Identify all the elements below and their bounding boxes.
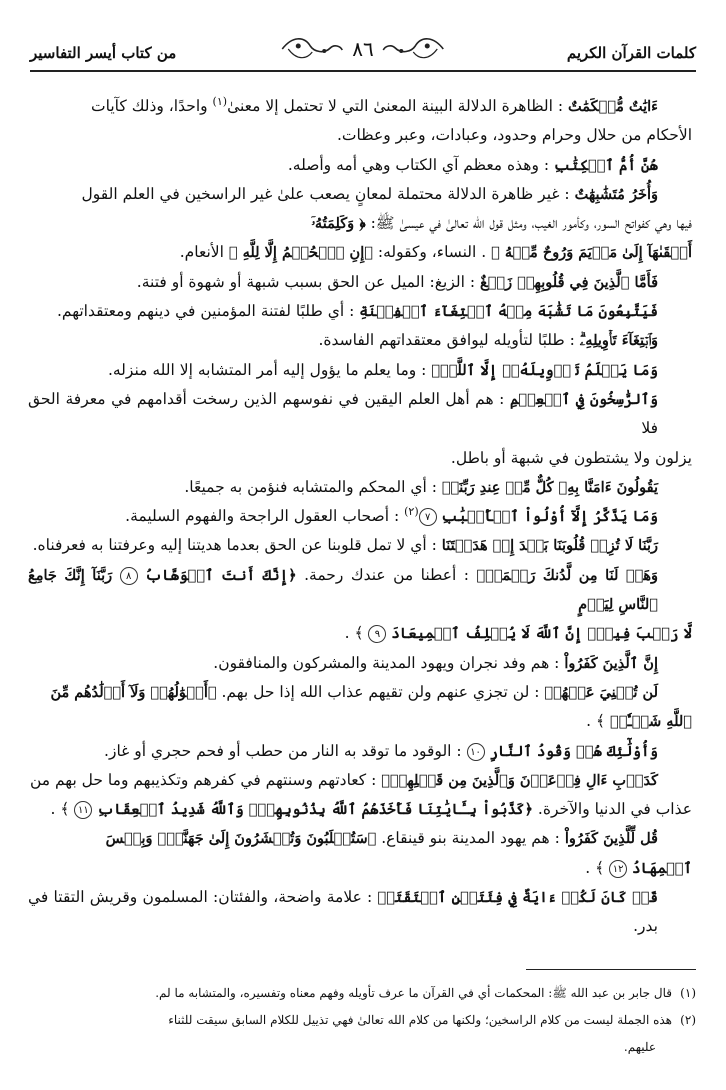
explanation: : وما يعلم ما يؤول إليه أمر المتشابه إلا الله منزله. — [107, 360, 432, 379]
text-line — [28, 268, 692, 297]
quran-term: وَٱبۡتِغَآءَ تَأۡوِيلِهِۦۗ — [579, 332, 658, 350]
quran-term: وَهَبۡ لَنَا مِن لَّدُنكَ رَحۡمَةًۚ — [476, 566, 658, 584]
text-line — [28, 824, 692, 853]
ayah-number: ١٠ — [467, 743, 485, 761]
footnote-continuation — [30, 1034, 696, 1061]
explanation: يزلون ولا يشتطون في شبهة أو باطل. — [450, 448, 692, 467]
ayah-number: ٧ — [419, 508, 437, 526]
explanation: : طلبًا لتأويله ليوافق معتقداتهم الفاسدة. — [318, 331, 580, 350]
footnote-ref: (٢) — [404, 505, 419, 518]
text-line — [28, 151, 692, 180]
quran-term: وَمَا يَعۡلَمُ تَأۡوِيلَهُۥٓ إِلَّا ٱللَّهُۗ — [431, 361, 658, 379]
ayah-number: ٨ — [120, 567, 138, 585]
quran-quote: ﴿إِنِ ٱلۡحُكۡمُ إِلَّا لِلَّهِ ﴾ — [228, 244, 373, 262]
explanation: الأحكام من حلال وحرام وحدود، وعبادات، وعبر وعظات. — [337, 126, 692, 145]
explanation: : أي طلبًا لفتنة المؤمنين في دينهم ومعتقداتهم. — [56, 302, 360, 321]
explanation: . النساء، وكقوله: — [372, 243, 492, 262]
text-line — [28, 883, 692, 942]
footnote-text: قال جابر بن عبد الله ﷺ: المحكمات أي في القرآن ما عرف تأويله وفهم معناه وتفسيره، والمتشابه ما لم. — [155, 986, 672, 1000]
explanation: : علامة واضحة، والفئتان: المسلمون وقريش التقتا في بدر. — [28, 888, 658, 936]
explanation: : الوقود ما توقد به النار من حطب أو فحم حجري أو غاز. — [104, 741, 467, 760]
text-line — [28, 795, 692, 824]
quran-term: فَأَمَّا ٱلَّذِينَ فِي قُلُوبِهِمۡ زَيۡغٌ — [479, 273, 658, 291]
text-line — [28, 502, 692, 531]
ornament-right-icon — [382, 34, 446, 64]
text-line — [28, 121, 692, 150]
quran-term: فَيَتَّبِعُونَ مَا تَشَٰبَهَ مِنۡهُ ٱبۡتِغَآءَ ٱلۡفِتۡنَةِ — [359, 303, 658, 321]
text-line — [28, 561, 692, 620]
quran-term: وَمَا يَذَّكَّرُ إِلَّآ أُوْلُواْ ٱلۡأَلۡبَٰبِ — [441, 508, 658, 526]
quran-term: وَٱلرَّٰسِخُونَ فِي ٱلۡعِلۡمِ — [509, 390, 658, 408]
header-divider — [30, 70, 696, 72]
text-line — [28, 326, 692, 355]
text-line — [28, 619, 692, 648]
text-line — [28, 180, 692, 209]
explanation: : أصحاب العقول الراجحة والفهوم السليمة. — [125, 507, 405, 526]
quran-term: قَدۡ كَانَ لَكُمۡ ءَايَةٌ فِي فِئَتَيۡنِ ٱلۡتَقَتَاۖ — [377, 889, 659, 907]
text-line — [28, 385, 692, 444]
text-line — [28, 854, 692, 883]
explanation: : هم وفد نجران ويهود المدينة والمشركون والمنافقون. — [213, 653, 565, 672]
text-line — [28, 92, 692, 121]
explanation: : لن تجزي عنهم ولن تقيهم عذاب الله إذا حل بهم. — [216, 682, 545, 701]
explanation: ﴾ . — [585, 858, 610, 877]
text-line — [28, 238, 692, 267]
quran-quote: ٱلۡمِهَادُ — [632, 859, 692, 877]
text-line — [28, 473, 692, 502]
footnote-text: عليهم. — [623, 1040, 656, 1054]
text-line — [28, 356, 692, 385]
book-title: كلمات القرآن الكريم — [566, 44, 696, 62]
quran-quote: ﴿كَذَّبُواْ بِـَٔايَٰتِنَا فَأَخَذَهُمُ ٱللَّهُ بِذُنُوبِهِمۡۗ وَٱللَّهُ شَدِيدُ ٱلۡعِقَابِ — [97, 801, 533, 819]
footnote-ref: (١) — [212, 94, 228, 108]
page-number-block — [280, 34, 445, 64]
footnotes — [30, 980, 696, 1061]
explanation: : الظاهرة الدلالة البينة المعنىٰ التي لا تحتمل إلا معنىٰ — [227, 97, 569, 115]
explanation: : أي المحكم والمتشابه فنؤمن به جميعًا. — [184, 477, 442, 496]
footnote — [30, 1007, 696, 1034]
explanation: : أي لا تمل قلوبنا عن الحق بعدما هديتنا إليه وعرفتنا به فعرفناه. — [32, 536, 442, 555]
footnote — [30, 980, 696, 1007]
explanation: : الزيغ: الميل عن الحق بسبب شبهة أو شهوة أو فتنة. — [136, 272, 480, 291]
text-line — [28, 209, 692, 238]
explanation: : هم أهل العلم اليقين في نفوسهم الذين رسخت أقدامهم في معرفة الحق فلا — [28, 389, 658, 438]
text-line — [28, 678, 692, 707]
quran-term: لَن تُغۡنِيَ عَنۡهُمۡ — [544, 683, 658, 701]
quran-quote: ﴿ وَكَلِمَتُهُۥٓ — [311, 215, 366, 233]
quran-quote: ﴿إِنَّكَ أَنتَ ٱلۡوَهَّابُ — [145, 566, 297, 584]
quran-term: وَأُوْلَٰٓئِكَ هُمۡ وَقُودُ ٱلنَّارِ — [489, 742, 658, 760]
explanation: : غير ظاهرة الدلالة محتملة لمعانٍ يصعب علىٰ غير الراسخين في العلم القول — [81, 184, 575, 203]
text-line — [28, 444, 692, 473]
explanation: : كعادتهم وسنتهم في كفرهم وتكذيبهم وما حل بهم من — [29, 770, 382, 789]
quran-term: وَأُخَرُ مُتَشَٰبِهَٰتٌ — [574, 185, 658, 203]
page-header — [30, 34, 696, 74]
explanation: ﴾ . — [344, 624, 369, 643]
explanation: فيها وهي كفواتح السور، وكأمور الغيب، ومثل قول الله تعالىٰ في عيسىٰ ﷺ: — [365, 214, 692, 233]
explanation: : وهذه معظم آي الكتاب وهي أمه وأصله. — [287, 155, 555, 174]
quran-quote: ﴿سَتُغۡلَبُونَ وَتُحۡشَرُونَ إِلَىٰ جَهَنَّمَۖ وَبِئۡسَ — [105, 830, 377, 848]
text-line — [28, 737, 692, 766]
quran-quote: رَبَّنَآ إِنَّكَ جَامِعُ ٱلنَّاسِ لِيَوۡمٍ — [28, 566, 658, 614]
quran-quote: لَّا رَيۡبَ فِيهِۚ إِنَّ ٱللَّهَ لَا يُخۡلِفُ ٱلۡمِيعَادَ — [391, 625, 692, 643]
ornament-left-icon — [280, 34, 344, 64]
ayah-number: ٩ — [368, 625, 386, 643]
ayah-number: ١١ — [74, 801, 92, 819]
quran-term: ءَايَٰتٌ مُّحۡكَمَٰتٌ — [568, 98, 658, 115]
text-line — [28, 707, 692, 736]
explanation: ﴾ . — [50, 800, 75, 819]
explanation: : هم يهود المدينة بنو قينقاع. — [376, 829, 565, 848]
quran-quote: ﴿أَمۡوَٰلُهُمۡ وَلَآ أَوۡلَٰدُهُم مِّنَ — [50, 683, 217, 701]
text-line — [28, 766, 692, 795]
footnote-divider — [526, 969, 696, 970]
quran-term: إِنَّ ٱلَّذِينَ كَفَرُواْ — [564, 654, 658, 672]
text-line — [28, 531, 692, 560]
footnote-text: هذه الجملة ليست من كلام الراسخين؛ ولكنها من كلام الله تعالىٰ فهي تذييل للكلام السابق سيقت للثناء — [168, 1013, 672, 1027]
quran-term: يَقُولُونَ ءَامَنَّا بِهِۦ كُلٌّ مِّنۡ عِندِ رَبِّنَاۗ — [441, 478, 658, 496]
quran-term: هُنَّ أُمُّ ٱلۡكِتَٰبِ — [554, 156, 658, 174]
quran-term: كَدَأۡبِ ءَالِ فِرۡعَوۡنَ وَٱلَّذِينَ مِن قَبۡلِهِمۡۚ — [381, 771, 658, 789]
explanation: ﴾ . — [586, 712, 611, 731]
text-line — [28, 649, 692, 678]
page-number: ٨٦ — [352, 37, 374, 61]
explanation: واحدًا، وذلك كآيات — [91, 97, 213, 115]
ayah-number: ١٢ — [609, 860, 627, 878]
quran-quote: أَلۡقَىٰهَآ إِلَىٰ مَرۡيَمَ وَرُوحٌ مِّنۡهُ ﴾ — [491, 244, 692, 262]
source-title: من كتاب أيسر التفاسير — [30, 44, 177, 62]
footnote-number: (٢) — [680, 1013, 696, 1027]
explanation: عذاب في الدنيا والآخرة. — [532, 800, 692, 819]
main-text — [28, 92, 692, 942]
quran-term: رَبَّنَا لَا تُزِغۡ قُلُوبَنَا بَعۡدَ إِذۡ هَدَيۡتَنَا — [441, 537, 658, 555]
quran-quote: ٱللَّهِ شَيۡـٔٗاۖ — [610, 713, 692, 731]
quran-term: قُل لِّلَّذِينَ كَفَرُواْ — [564, 830, 658, 848]
explanation: : أعطنا من عندك رحمة. — [296, 565, 477, 584]
footnote-number: (١) — [680, 986, 696, 1000]
explanation: الأنعام. — [179, 243, 229, 262]
text-line — [28, 297, 692, 326]
